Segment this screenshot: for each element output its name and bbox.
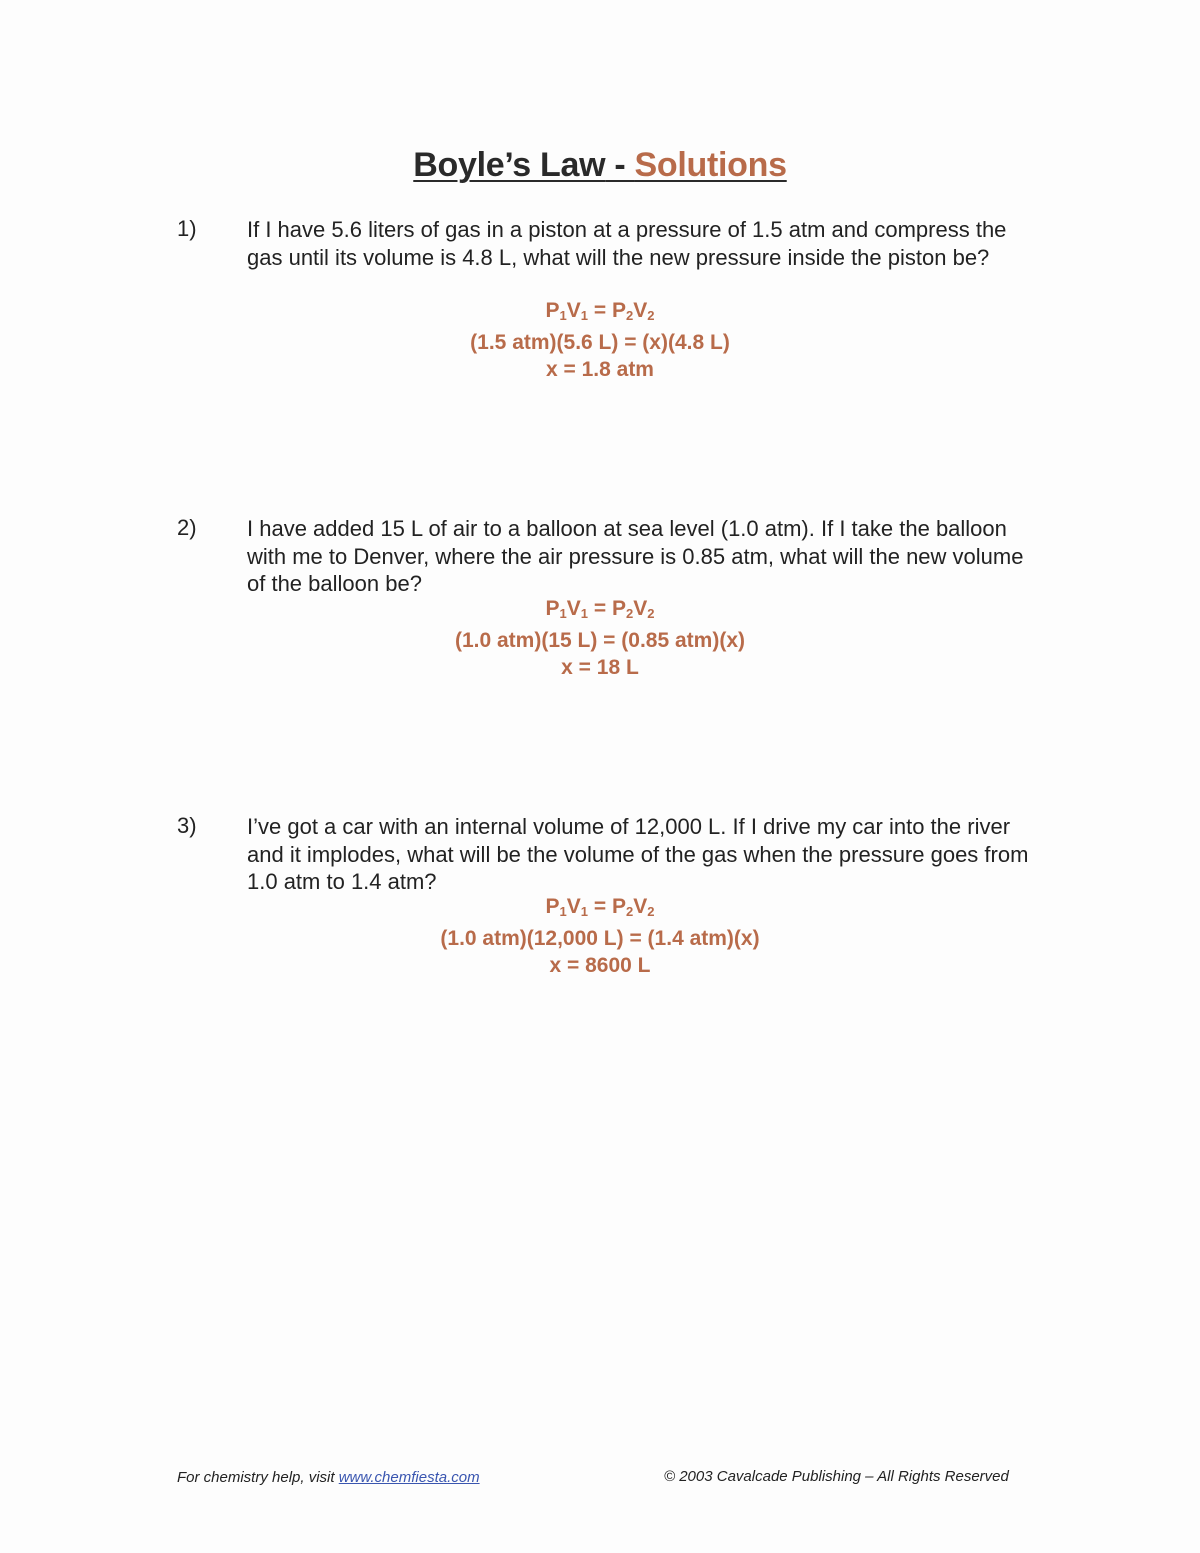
solution-step: (1.0 atm)(12,000 L) = (1.4 atm)(x) [440, 927, 760, 950]
problem-number: 3) [177, 813, 197, 838]
chemfiesta-link[interactable]: www.chemfiesta.com [338, 1469, 480, 1486]
problem-number: 1) [177, 216, 197, 241]
title-separator: - [605, 146, 635, 184]
solution-2 [0, 595, 1200, 681]
problem-text: I have added 15 L of air to a balloon at sea level (1.0 atm). If I take the balloon with me to Denver, where the air pressure is 0.85 atm, what will the new volume of the balloon be? [247, 516, 1024, 596]
solution-answer: x = 1.8 atm [546, 358, 654, 381]
solution-formula: $P_1V_1 = P_2V_2$ [545, 895, 655, 919]
title-accent: Solutions [634, 146, 787, 184]
footer-help-prefix: For chemistry help, visit [177, 1469, 339, 1486]
solution-3 [0, 893, 1200, 979]
footer-copyright: © 2003 Cavalcade Publishing – All Rights Reserved [664, 1468, 1009, 1485]
solution-answer: x = 8600 L [549, 954, 651, 977]
solution-step: (1.0 atm)(15 L) = (0.85 atm)(x) [454, 629, 745, 652]
solution-answer: x = 18 L [561, 656, 639, 679]
title-main: Boyle’s Law [413, 146, 606, 184]
solution-step: (1.5 atm)(5.6 L) = (x)(4.8 L) [470, 331, 730, 354]
solution-formula: $P_1V_1 = P_2V_2$ [545, 299, 655, 323]
footer-help [177, 1469, 480, 1486]
problem-text: I’ve got a car with an internal volume of 12,000 L. If I drive my car into the river and it implodes, what will be the volume of the gas when the pressure goes from 1.0 atm to 1.4 atm? [247, 814, 1029, 894]
problem-number: 2) [177, 515, 197, 540]
solution-formula: $P_1V_1 = P_2V_2$ [545, 597, 655, 621]
page-title [0, 146, 1200, 185]
problem-text: If I have 5.6 liters of gas in a piston at a pressure of 1.5 atm and compress the gas until its volume is 4.8 L, what will the new pressure inside the piston be? [247, 217, 1007, 270]
solution-1 [0, 297, 1200, 383]
